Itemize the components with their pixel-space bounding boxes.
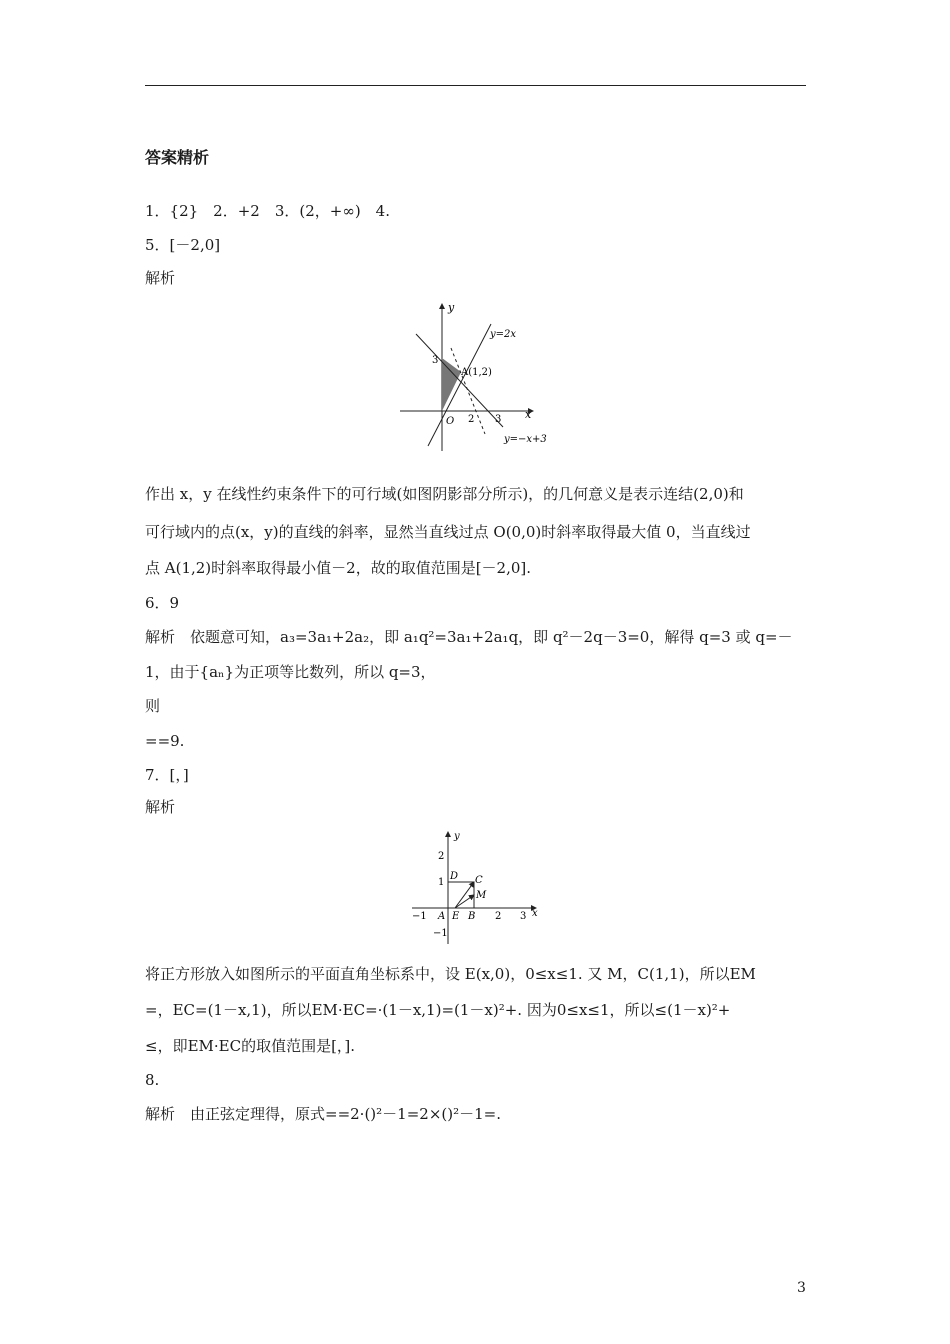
y-tick-neg1: −1 bbox=[433, 928, 448, 939]
vector-ec bbox=[455, 882, 474, 908]
x-tick-2: 2 bbox=[495, 911, 502, 922]
line1-label: y=2x bbox=[490, 329, 517, 340]
point-b: B bbox=[468, 911, 476, 922]
y-tick-3: 3 bbox=[432, 355, 439, 366]
point-m: M bbox=[476, 890, 487, 901]
origin-label: O bbox=[446, 416, 455, 427]
explanation-5-line-3: 点 A(1,2)时斜率取得最小值－2，故的取值范围是[－2,0]. bbox=[145, 559, 532, 577]
answer-7: 7．[，] bbox=[145, 766, 189, 784]
point-a-label: A(1,2) bbox=[461, 367, 492, 378]
feasible-region-figure bbox=[398, 296, 558, 456]
explanation-5-line-2: 可行域内的点(x，y)的直线的斜率，显然当直线过点 O(0,0)时斜率取得最大值 0，当直线过 bbox=[145, 523, 751, 541]
y-axis-label: y bbox=[448, 301, 455, 314]
y-tick-1: 1 bbox=[438, 877, 445, 888]
explanation-6-line-4: ==9. bbox=[145, 732, 185, 750]
vector-em bbox=[455, 895, 474, 908]
explanation-6-line-3: 则 bbox=[145, 697, 161, 715]
explanation-7-line-3: ≤，即EM·EC的取值范围是[，]. bbox=[145, 1037, 356, 1055]
analysis-label-5: 解析 bbox=[145, 269, 176, 287]
y-axis-label: y bbox=[454, 831, 460, 842]
explanation-7-line-1: 将正方形放入如图所示的平面直角坐标系中，设 E(x,0)，0≤x≤1. 又 M，C(1,1)，所以EM bbox=[145, 965, 756, 983]
explanation-8-line-1: 解析 由正弦定理得，原式==2·()²－1=2×()²－1=. bbox=[145, 1105, 501, 1123]
x-tick-2: 2 bbox=[468, 414, 475, 425]
x-tick-3: 3 bbox=[520, 911, 527, 922]
answer-8: 8. bbox=[145, 1071, 160, 1089]
line2-label: y=−x+3 bbox=[504, 434, 547, 445]
explanation-7-line-2: =，EC=(1－x,1)，所以EM·EC=·(1－x,1)=(1－x)²+. 因为0≤x≤1，所以≤(1－x)²+ bbox=[145, 1001, 731, 1019]
explanation-6-line-1: 解析 依题意可知，a₃=3a₁+2a₂，即 a₁q²=3a₁+2a₁q，即 q²－2q－3=0，解得 q=3 或 q=－ bbox=[145, 628, 793, 646]
header-rule bbox=[145, 85, 806, 86]
line-y-2x bbox=[428, 324, 491, 446]
point-c: C bbox=[475, 875, 483, 886]
answer-line-2: 5．[－2,0] bbox=[145, 236, 221, 254]
explanation-5-line-1: 作出 x，y 在线性约束条件下的可行域(如图阴影部分所示)，的几何意义是表示连结(2,0)和 bbox=[145, 485, 744, 503]
section-heading: 答案精析 bbox=[145, 148, 210, 167]
y-tick-2: 2 bbox=[438, 851, 445, 862]
x-axis-label: x bbox=[532, 908, 538, 919]
point-e: E bbox=[452, 911, 460, 922]
x-axis-label: x bbox=[525, 408, 532, 421]
point-d: D bbox=[450, 871, 459, 882]
answer-6: 6．9 bbox=[145, 594, 180, 612]
line-y-neg-x-3 bbox=[416, 334, 503, 427]
x-tick-neg1: −1 bbox=[412, 911, 427, 922]
x-tick-3: 3 bbox=[495, 414, 502, 425]
square-coordinate-figure bbox=[408, 828, 543, 948]
page-number: 3 bbox=[797, 1280, 806, 1296]
point-a: A bbox=[438, 911, 446, 922]
answer-line-1: 1．{2} 2．+2 3．(2，+∞) 4. bbox=[145, 202, 390, 220]
explanation-6-line-2: 1，由于{aₙ}为正项等比数列，所以 q=3， bbox=[145, 663, 436, 681]
analysis-label-7: 解析 bbox=[145, 798, 176, 816]
